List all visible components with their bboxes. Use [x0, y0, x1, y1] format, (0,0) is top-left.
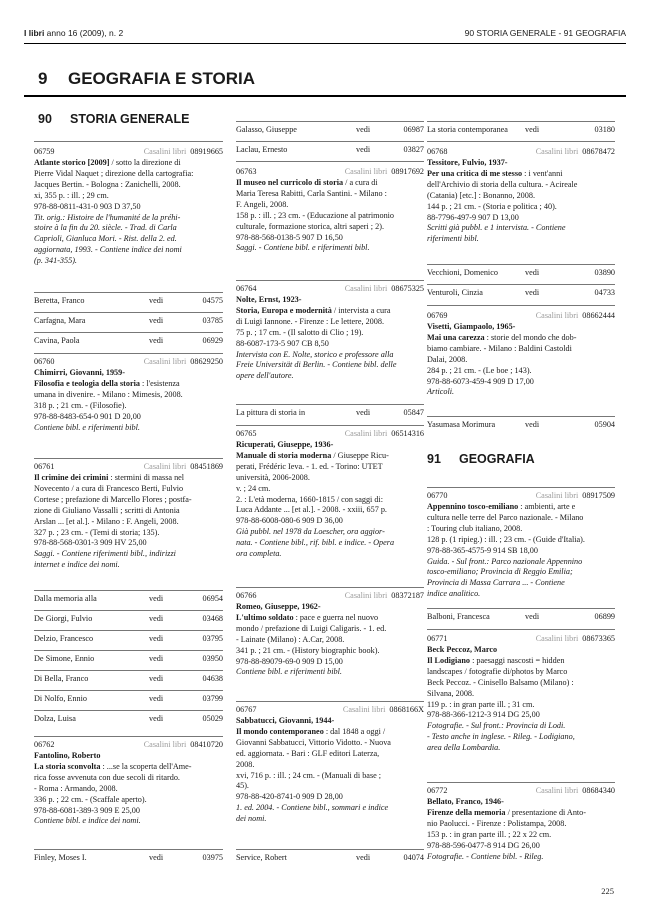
- xref-code: 04733: [594, 288, 615, 297]
- entry-number: 06764: [236, 284, 257, 293]
- xref-vedi: vedi: [525, 612, 540, 621]
- entry-separator: [34, 630, 223, 631]
- entry-line: Beck Peccoz, Marco: [427, 645, 498, 654]
- xref-code: 03890: [594, 268, 615, 277]
- cross-reference: [34, 714, 223, 725]
- cross-reference: [34, 614, 223, 625]
- bibliographic-entry: [427, 491, 615, 600]
- entry-line: Novecento / a cura di Francesco Berti, Fulvio: [34, 483, 184, 493]
- entry-line: Pierre Vidal Naquet ; direzione della cartografia:: [34, 168, 194, 178]
- entry-separator: [34, 736, 223, 737]
- entry-number: 06766: [236, 591, 257, 600]
- entry-line: di Luigi Iannone. - Firenze : Le lettere, 2008.: [236, 316, 385, 326]
- entry-line: 2008.: [236, 759, 255, 769]
- entry-line: L'ultimo soldato : pace e guerra nel nuovo: [236, 612, 379, 622]
- chapter-rule: [24, 95, 626, 97]
- xref-code: 05847: [403, 408, 424, 417]
- xref-name: La storia contemporanea: [427, 125, 508, 134]
- xref-vedi: vedi: [149, 614, 164, 623]
- xref-name: Yasumasa Morimura: [427, 420, 496, 429]
- entry-line: Jacques Bertin. - Bologna : Zanichelli, 2008.: [34, 179, 181, 189]
- entry-line: Saggi. - Contiene bibl. e riferimenti bibl.: [236, 243, 370, 253]
- entry-line: Contiene bibl. e riferimenti bibl.: [236, 667, 342, 677]
- entry-separator: [236, 161, 424, 162]
- entry-line: Già pubbl. nel 1978 da Loescher, ora aggior-: [236, 527, 385, 537]
- xref-vedi: vedi: [149, 296, 164, 305]
- running-header: [24, 28, 626, 40]
- xref-name: Dolza, Luisa: [34, 714, 76, 723]
- entry-source: Casalini libri 08410720: [143, 740, 223, 749]
- xref-code: 03468: [202, 614, 223, 623]
- entry-line: nata. - Contiene bibl., rif. bibl. e indice. - Opera: [236, 538, 395, 548]
- entry-number: 06770: [427, 491, 448, 500]
- xref-name: Vecchioni, Domenico: [427, 268, 498, 277]
- entry-number: 06762: [34, 740, 55, 749]
- entry-line: Contiene bibl. e riferimenti bibl.: [34, 422, 140, 432]
- entry-line: Il museo nel curricolo di storia / a cura di: [236, 178, 378, 187]
- entry-header: [34, 147, 223, 158]
- bibliographic-entry: [34, 147, 223, 267]
- section-heading-91: 91 GEOGRAFIA: [427, 452, 535, 466]
- entry-separator: [34, 690, 223, 691]
- entry-line: xi, 355 p. : ill. ; 29 cm.: [34, 190, 109, 200]
- entry-header: [236, 167, 424, 178]
- xref-vedi: vedi: [356, 408, 371, 417]
- page-number: 225: [601, 885, 614, 896]
- xref-vedi: vedi: [149, 694, 164, 703]
- entry-line: - Roma : Armando, 2008.: [34, 783, 118, 793]
- xref-vedi: vedi: [149, 674, 164, 683]
- xref-code: 03799: [202, 694, 223, 703]
- entry-number: 06760: [34, 357, 55, 366]
- xref-name: La pittura di storia in: [236, 408, 306, 417]
- entry-line: Luca Addante ... [et al.]. - 2008. - xxiii, 657 p.: [236, 505, 387, 515]
- entry-header: [236, 429, 424, 440]
- xref-name: Balboni, Francesca: [427, 612, 490, 621]
- entry-separator: [34, 312, 223, 313]
- cross-reference: [236, 853, 424, 864]
- entry-line: 327 p. ; 23 cm. - (Temi di storia; 135).: [34, 527, 160, 537]
- entry-line: - Testo anche in inglese. - Rileg. - Lodigiano,: [427, 732, 575, 742]
- entry-separator: [236, 587, 424, 588]
- entry-line: Freie Universität di Berlin. - Contiene bibl. delle: [236, 360, 397, 370]
- xref-vedi: vedi: [525, 125, 540, 134]
- bibliographic-entry: [427, 634, 615, 754]
- entry-header: [427, 147, 615, 158]
- entry-header: [427, 491, 615, 502]
- entry-line: rica fosse avvenuta con due secoli di ritardo.: [34, 772, 180, 782]
- entry-line: Sabbatucci, Giovanni, 1944-: [236, 716, 335, 725]
- xref-name: Carfagna, Mara: [34, 316, 86, 325]
- xref-vedi: vedi: [149, 654, 164, 663]
- entry-line: dell'Archivio di storia della cultura. - Acireale: [427, 179, 578, 189]
- entry-separator: [34, 332, 223, 333]
- bibliographic-entry: [427, 147, 615, 245]
- entry-separator: [427, 487, 615, 488]
- entry-line: ora completa.: [236, 549, 282, 559]
- entry-line: Cortese ; prefazione di Marcello Flores ; postfa-: [34, 494, 192, 504]
- entry-line: 284 p. ; 21 cm. - (Le boe ; 143).: [427, 365, 532, 375]
- entry-line: 978-88-365-4575-9 914 SB 18,00: [427, 545, 538, 555]
- xref-vedi: vedi: [149, 714, 164, 723]
- entry-line: mondo / prefazione di Luigi Caligaris. - 1. ed.: [236, 623, 387, 633]
- entry-header: [236, 705, 424, 716]
- xref-name: De Simone, Ennio: [34, 654, 95, 663]
- entry-line: (p. 341-355).: [34, 256, 77, 266]
- xref-vedi: vedi: [149, 594, 164, 603]
- entry-line: 978-88-0811-431-0 903 D 37,50: [34, 201, 141, 211]
- entry-separator: [34, 458, 223, 459]
- entry-line: ed. aggiornata. - Bari : GLF editori Laterza,: [236, 748, 380, 758]
- entry-separator: [427, 629, 615, 630]
- entry-line: Il Lodigiano : paesaggi nascosti = hidden: [427, 655, 565, 665]
- entry-line: Appennino tosco-emiliano : ambienti, arte e: [427, 502, 576, 511]
- entry-header: [236, 284, 424, 295]
- entry-line: 341 p. ; 21 cm. - (History biographic book).: [236, 645, 380, 655]
- entry-line: Chimirri, Giovanni, 1959-: [34, 368, 125, 377]
- entry-header: [427, 634, 615, 645]
- entry-line: Filosofia e teologia della storia : l'esistenza: [34, 378, 180, 388]
- section-heading-90: 90 STORIA GENERALE: [38, 112, 190, 126]
- bibliographic-entry: [236, 284, 424, 382]
- entry-line: università, 2006-2008.: [236, 472, 310, 482]
- xref-name: Beretta, Franco: [34, 296, 85, 305]
- entry-line: Il crimine dei crimini : stermini di massa nel: [34, 473, 185, 482]
- entry-line: Caprioli, Gianluca Mori. - Rist. della 2. ed.: [34, 234, 177, 244]
- entry-separator: [34, 610, 223, 611]
- entry-line: Firenze della memoria / presentazione di Anto-: [427, 807, 587, 817]
- xref-code: 06954: [202, 594, 223, 603]
- entry-line: zione di Giuliano Vassalli ; scritti di Antonia: [34, 505, 180, 515]
- xref-name: Service, Robert: [236, 853, 287, 862]
- entry-number: 06767: [236, 705, 257, 714]
- entry-line: 45).: [236, 781, 249, 791]
- cross-reference: [34, 316, 223, 327]
- entry-line: 978-88-6073-459-4 909 D 17,00: [427, 376, 534, 386]
- entry-line: Manuale di storia moderna / Giuseppe Ricu-: [236, 450, 389, 460]
- entry-line: 978-88-89079-69-0 909 D 15,00: [236, 656, 343, 666]
- entry-separator: [427, 782, 615, 783]
- entry-line: 128 p. (1 ripieg.) : ill. ; 23 cm. - (Guide d'Italia).: [427, 534, 585, 544]
- entry-line: Nolte, Ernst, 1923-: [236, 295, 302, 304]
- entry-line: Fotografie. - Contiene bibl. - Rileg.: [427, 851, 544, 861]
- entry-source: Casalini libri 0868166X: [342, 705, 424, 714]
- bibliographic-entry: [427, 311, 615, 398]
- entry-separator: [427, 284, 615, 285]
- bibliographic-entry: [236, 591, 424, 678]
- entry-header: [34, 462, 223, 473]
- entry-source: Casalini libri 08662444: [535, 311, 615, 320]
- entry-line: stoire à la fin du 20. siècle. - Trad. di Carla: [34, 223, 177, 233]
- entry-line: 144 p. ; 21 cm. - (Storia e politica ; 40).: [427, 201, 557, 211]
- entry-number: 06769: [427, 311, 448, 320]
- entry-line: La storia sconvolta : ...se la scoperta dell'Ame-: [34, 761, 192, 771]
- cross-reference: [34, 296, 223, 307]
- entry-source: Casalini libri 08917509: [535, 491, 615, 500]
- xref-name: Cavina, Paola: [34, 336, 80, 345]
- entry-line: : Touring club italiano, 2008.: [427, 523, 523, 533]
- entry-line: Beck Peccoz. - Cinisello Balsamo (Milano) :: [427, 677, 574, 687]
- cross-reference: [34, 594, 223, 605]
- entry-source: Casalini libri 06514316: [344, 429, 424, 438]
- entry-line: biamo cambiare. - Milano : Baldini Castoldi: [427, 343, 572, 353]
- entry-line: opere dell'autore.: [236, 371, 294, 381]
- entry-line: Atlante storico [2009] / sotto la direzione di: [34, 158, 181, 167]
- cross-reference: [236, 408, 424, 419]
- xref-vedi: vedi: [525, 268, 540, 277]
- entry-line: Intervista con E. Nolte, storico e professore alla: [236, 349, 394, 359]
- entry-source: Casalini libri 08675325: [344, 284, 424, 293]
- entry-line: Fotografie. - Sul front.: Provincia di Lodi.: [427, 721, 566, 731]
- cross-reference: [427, 288, 615, 299]
- xref-vedi: vedi: [525, 288, 540, 297]
- entry-line: - Lainate (Milano) : A.Car, 2008.: [236, 634, 345, 644]
- entry-line: Giovanni Sabbatucci, Vittorio Vidotto. - Nuova: [236, 737, 391, 747]
- xref-code: 03975: [202, 853, 223, 862]
- cross-reference: [34, 336, 223, 347]
- entry-header: [427, 311, 615, 322]
- entry-line: 158 p. : ill. ; 23 cm. - (Educazione al patrimonio: [236, 210, 395, 220]
- xref-vedi: vedi: [149, 336, 164, 345]
- entry-separator: [427, 416, 615, 417]
- bibliographic-entry: [427, 786, 615, 862]
- cross-reference: [427, 420, 615, 431]
- cross-reference: [34, 674, 223, 685]
- xref-name: Dalla memoria alla: [34, 594, 97, 603]
- entry-line: 978-88-596-0477-8 914 DG 26,00: [427, 840, 540, 850]
- entry-line: cultura nelle terre del Parco nazionale. - Milano: [427, 512, 584, 522]
- entry-separator: [236, 701, 424, 702]
- entry-line: 978-88-366-1212-3 914 DG 25,00: [427, 710, 540, 720]
- xref-code: 04074: [403, 853, 424, 862]
- xref-name: Delzio, Francesco: [34, 634, 94, 643]
- xref-name: Di Bella, Franco: [34, 674, 89, 683]
- entry-line: perati, Frédéric Ieva. - 1. ed. - Torino: UTET: [236, 461, 383, 471]
- entry-line: 978-88-6081-389-3 909 E 25,00: [34, 805, 140, 815]
- xref-code: 03950: [202, 654, 223, 663]
- entry-line: 336 p. ; 22 cm. - (Scaffale aperto).: [34, 794, 147, 804]
- entry-header: [427, 786, 615, 797]
- cross-reference: [427, 612, 615, 623]
- entry-separator: [427, 305, 615, 306]
- entry-line: aggiornata, 1993. - Contiene indice dei nomi: [34, 245, 182, 255]
- entry-separator: [34, 292, 223, 293]
- entry-line: Mai una carezza : storie del mondo che dob-: [427, 332, 577, 342]
- entry-separator: [236, 425, 424, 426]
- entry-line: umana in divenire. - Milano : Mimesis, 2008.: [34, 389, 183, 399]
- entry-number: 06771: [427, 634, 448, 643]
- xref-name: De Giorgi, Fulvio: [34, 614, 93, 623]
- xref-code: 03180: [594, 125, 615, 134]
- xref-code: 06987: [403, 125, 424, 134]
- entry-source: Casalini libri 08673365: [535, 634, 615, 643]
- entry-source: Casalini libri 08372187: [344, 591, 424, 600]
- entry-line: Ricuperati, Giuseppe, 1936-: [236, 440, 334, 449]
- entry-separator: [34, 141, 223, 142]
- entry-separator: [427, 141, 615, 142]
- entry-line: internet e indice dei nomi.: [34, 560, 120, 570]
- entry-line: landscapes / fotografie di/photos by Marco: [427, 666, 568, 676]
- entry-line: Tessitore, Fulvio, 1937-: [427, 158, 508, 167]
- journal-title: I libri anno 16 (2009), n. 2: [24, 28, 124, 38]
- entry-line: Articoli.: [427, 387, 455, 397]
- xref-vedi: vedi: [149, 853, 164, 862]
- cross-reference: [427, 125, 615, 136]
- bibliographic-entry: [236, 429, 424, 560]
- entry-separator: [34, 650, 223, 651]
- xref-code: 03795: [202, 634, 223, 643]
- entry-line: Contiene bibl. e indice dei nomi.: [34, 816, 141, 826]
- entry-separator: [427, 121, 615, 122]
- entry-source: Casalini libri 08678472: [535, 147, 615, 156]
- xref-code: 05904: [594, 420, 615, 429]
- entry-line: Fantolino, Roberto: [34, 751, 101, 760]
- entry-separator: [236, 141, 424, 142]
- entry-line: 978-88-420-8741-0 909 D 28,00: [236, 792, 343, 802]
- bibliographic-entry: [34, 357, 223, 433]
- entry-line: Arslan ... [et al.]. - Milano : F. Angeli, 2008.: [34, 516, 179, 526]
- entry-line: Romeo, Giuseppe, 1962-: [236, 602, 321, 611]
- entry-source: Casalini libri 08629250: [143, 357, 223, 366]
- entry-separator: [427, 608, 615, 609]
- entry-line: Guida. - Sul front.: Parco nazionale Appennino: [427, 556, 583, 566]
- entry-line: tosco-emiliano; Provincia di Reggio Emilia;: [427, 567, 573, 577]
- entry-source: Casalini libri 08919665: [143, 147, 223, 156]
- entry-line: 119 p. : in gran parte ill. ; 31 cm.: [427, 699, 535, 709]
- entry-line: nio Paolucci. - Firenze : Polistampa, 2008.: [427, 818, 567, 828]
- xref-vedi: vedi: [525, 420, 540, 429]
- xref-name: Di Nolfo, Ennio: [34, 694, 87, 703]
- entry-line: Tit. orig.: Histoire de l'humanité de la préhi-: [34, 212, 181, 222]
- entry-line: dei nomi.: [236, 814, 267, 824]
- entry-line: riferimenti bibl.: [427, 234, 479, 244]
- entry-line: 88-7796-497-9 907 D 13,00: [427, 212, 519, 222]
- entry-line: 318 p. ; 21 cm. - (Filosofie).: [34, 400, 127, 410]
- entry-separator: [236, 280, 424, 281]
- entry-number: 06768: [427, 147, 448, 156]
- entry-separator: [236, 404, 424, 405]
- xref-vedi: vedi: [356, 145, 371, 154]
- entry-line: v. ; 24 cm.: [236, 483, 271, 493]
- entry-separator: [34, 590, 223, 591]
- xref-code: 03827: [403, 145, 424, 154]
- entry-separator: [34, 849, 223, 850]
- entry-line: Visetti, Giampaolo, 1965-: [427, 322, 516, 331]
- cross-reference: [236, 125, 424, 136]
- entry-line: 2. : L'età moderna, 1660-1815 / con saggi di:: [236, 494, 383, 504]
- entry-line: area della Lombardia.: [427, 743, 501, 753]
- xref-name: Galasso, Giuseppe: [236, 125, 297, 134]
- bibliographic-entry: [34, 740, 223, 827]
- entry-separator: [34, 670, 223, 671]
- xref-code: 04575: [202, 296, 223, 305]
- xref-code: 06929: [202, 336, 223, 345]
- xref-name: Laclau, Ernesto: [236, 145, 288, 154]
- entry-source: Casalini libri 08684340: [535, 786, 615, 795]
- entry-separator: [427, 264, 615, 265]
- entry-line: Il mondo contemporaneo : dal 1848 a oggi /: [236, 726, 386, 736]
- entry-line: Scritti già pubbl. e 1 intervista. - Contiene: [427, 223, 566, 233]
- entry-line: F. Angeli, 2008.: [236, 199, 289, 209]
- entry-number: 06772: [427, 786, 448, 795]
- xref-vedi: vedi: [149, 316, 164, 325]
- xref-code: 05029: [202, 714, 223, 723]
- entry-line: Provincia di Massa Carrara ... - Contiene: [427, 578, 565, 588]
- running-header-sections: 90 STORIA GENERALE - 91 GEOGRAFIA: [464, 28, 626, 38]
- entry-line: Silvana, 2008.: [427, 688, 475, 698]
- bibliographic-entry: [34, 462, 223, 571]
- entry-line: 978-88-568-0301-3 909 HV 25,00: [34, 538, 147, 548]
- cross-reference: [34, 634, 223, 645]
- xref-code: 04638: [202, 674, 223, 683]
- entry-line: Dalai, 2008.: [427, 354, 468, 364]
- entry-header: [34, 357, 223, 368]
- entry-number: 06765: [236, 429, 257, 438]
- entry-number: 06761: [34, 462, 55, 471]
- entry-line: indice analitico.: [427, 589, 481, 599]
- entry-number: 06759: [34, 147, 55, 156]
- xref-code: 06899: [594, 612, 615, 621]
- entry-line: 1. ed. 2004. - Contiene bibl., sommari e indice: [236, 803, 389, 813]
- entry-line: 978-88-8483-654-0 901 D 20,00: [34, 411, 141, 421]
- xref-name: Finley, Moses I.: [34, 853, 87, 862]
- entry-line: Saggi. - Contiene riferimenti bibl., indirizzi: [34, 549, 176, 559]
- entry-separator: [34, 353, 223, 354]
- xref-code: 03785: [202, 316, 223, 325]
- entry-line: Per una critica di me stesso : i vent'anni: [427, 168, 563, 178]
- entry-line: (Catania) [etc.] : Bonanno, 2008.: [427, 190, 535, 200]
- bibliographic-entry: [236, 167, 424, 254]
- entry-line: 153 p. : in gran parte ill. ; 22 x 22 cm.: [427, 829, 552, 839]
- entry-line: 75 p. ; 17 cm. - (Il salotto di Clio ; 19).: [236, 327, 364, 337]
- entry-line: 978-88-6008-080-6 909 D 36,00: [236, 516, 343, 526]
- cross-reference: [34, 654, 223, 665]
- entry-separator: [236, 121, 424, 122]
- bibliographic-entry: [236, 705, 424, 825]
- entry-line: 978-88-568-0138-5 907 D 16,50: [236, 232, 343, 242]
- entry-line: Maria Teresa Rabitti, Carla Santini. - Milano :: [236, 188, 387, 198]
- entry-number: 06763: [236, 167, 257, 176]
- entry-source: Casalini libri 08451869: [143, 462, 223, 471]
- entry-line: Bellato, Franco, 1946-: [427, 797, 504, 806]
- cross-reference: [427, 268, 615, 279]
- cross-reference: [34, 853, 223, 864]
- header-rule: [24, 43, 626, 44]
- cross-reference: [34, 694, 223, 705]
- xref-vedi: vedi: [356, 125, 371, 134]
- entry-line: 88-6087-173-5 907 CB 8,50: [236, 338, 329, 348]
- entry-separator: [34, 710, 223, 711]
- xref-vedi: vedi: [356, 853, 371, 862]
- entry-source: Casalini libri 08917692: [344, 167, 424, 176]
- xref-vedi: vedi: [149, 634, 164, 643]
- entry-line: culturale, formazione storica, altri saperi ; 2).: [236, 221, 384, 231]
- chapter-title: 9 GEOGRAFIA E STORIA: [38, 69, 256, 88]
- entry-header: [34, 740, 223, 751]
- cross-reference: [236, 145, 424, 156]
- xref-name: Venturoli, Cinzia: [427, 288, 483, 297]
- entry-line: Storia, Europa e modernità / intervista a cura: [236, 305, 391, 315]
- entry-separator: [236, 849, 424, 850]
- entry-header: [236, 591, 424, 602]
- entry-line: xvi, 716 p. : ill. ; 24 cm. - (Manuali di base ;: [236, 770, 382, 780]
